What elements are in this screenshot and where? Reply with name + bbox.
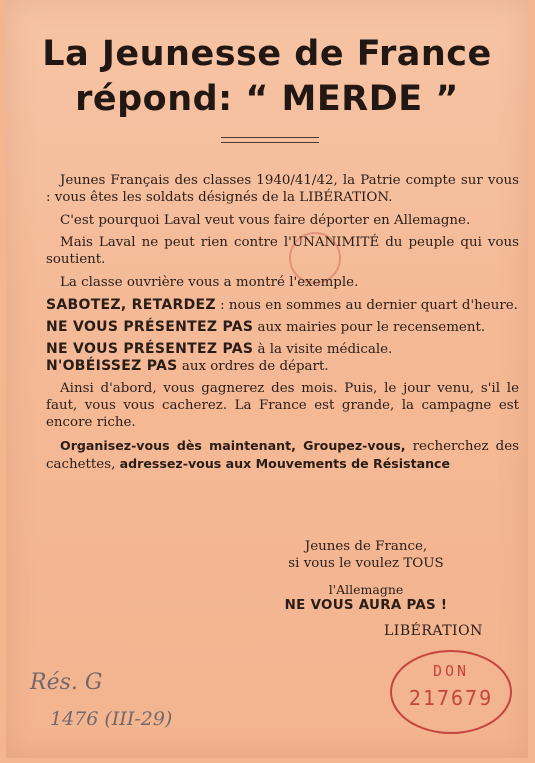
library-donation-stamp bbox=[390, 650, 512, 734]
shelfmark-handwritten: Rés. G bbox=[30, 670, 103, 695]
visite-emphasis: NE VOUS PRÉSENTEZ PAS bbox=[46, 341, 254, 357]
paragraph-mairies bbox=[46, 319, 519, 336]
closing-line-1: Jeunes de France, bbox=[304, 539, 428, 554]
inventory-number-handwritten: 1476 (III-29) bbox=[50, 708, 173, 730]
closing-line-3: l'Allemagne bbox=[328, 582, 404, 597]
resistance-emphasis: adressez-vous aux Mouvements de Résistance bbox=[119, 456, 451, 471]
sabotez-rest: : nous en sommes au dernier quart d'heure. bbox=[215, 298, 518, 313]
stamp-don-text: DON bbox=[432, 662, 470, 680]
paragraph-sabotez bbox=[46, 297, 519, 314]
stamp-number-text: 217679 bbox=[408, 686, 494, 710]
obeissez-rest: aux ordres de départ. bbox=[177, 359, 329, 374]
organisez-middle: recherchez des cachettes, bbox=[46, 439, 519, 472]
paragraph-ordres-depart bbox=[46, 358, 519, 375]
mairies-rest: aux mairies pour le recensement. bbox=[253, 320, 486, 335]
paragraph-organisez bbox=[46, 437, 519, 473]
leaflet-page bbox=[6, 0, 528, 758]
closing-line-4: NE VOUS AURA PAS ! bbox=[284, 598, 448, 613]
visite-rest: à la visite médicale. bbox=[253, 342, 393, 357]
sabotez-emphasis: SABOTEZ, RETARDEZ bbox=[46, 297, 216, 313]
closing-line-2: si vous le voulez TOUS bbox=[288, 556, 444, 571]
organisez-emphasis: Organisez-vous dès maintenant, Groupez-vous, bbox=[60, 438, 406, 453]
leaflet-body bbox=[46, 172, 519, 479]
paragraph-visite-medicale bbox=[46, 341, 519, 358]
paragraph-ainsi: Ainsi d'abord, vous gagnerez des mois. Puis, le jour venu, s'il le faut, vous vous cacherez. La France est grande, la campagne est encore riche. bbox=[46, 381, 519, 430]
mairies-emphasis: NE VOUS PRÉSENTEZ PAS bbox=[46, 319, 254, 335]
paragraph-classe-ouvriere: La classe ouvrière vous a montré l'exemple. bbox=[60, 275, 359, 290]
signature-liberation: LIBÉRATION bbox=[384, 623, 483, 639]
obeissez-emphasis: N'OBÉISSEZ PAS bbox=[46, 358, 178, 374]
title-divider-bottom bbox=[221, 142, 319, 143]
paragraph-unanimite: Mais Laval ne peut rien contre l'UNANIMITÉ du peuple qui vous soutient. bbox=[46, 235, 519, 267]
paragraph-laval-deport: C'est pourquoi Laval veut vous faire déporter en Allemagne. bbox=[60, 213, 471, 228]
paragraph-classes: Jeunes Français des classes 1940/41/42, la Patrie compte sur vous : vous êtes les soldats désignés de la LIBÉRATION. bbox=[46, 173, 519, 205]
title-divider-top bbox=[221, 137, 319, 138]
title-line-2: répond: “ MERDE ” bbox=[75, 79, 459, 119]
title-line-1: La Jeunesse de France bbox=[42, 34, 492, 74]
